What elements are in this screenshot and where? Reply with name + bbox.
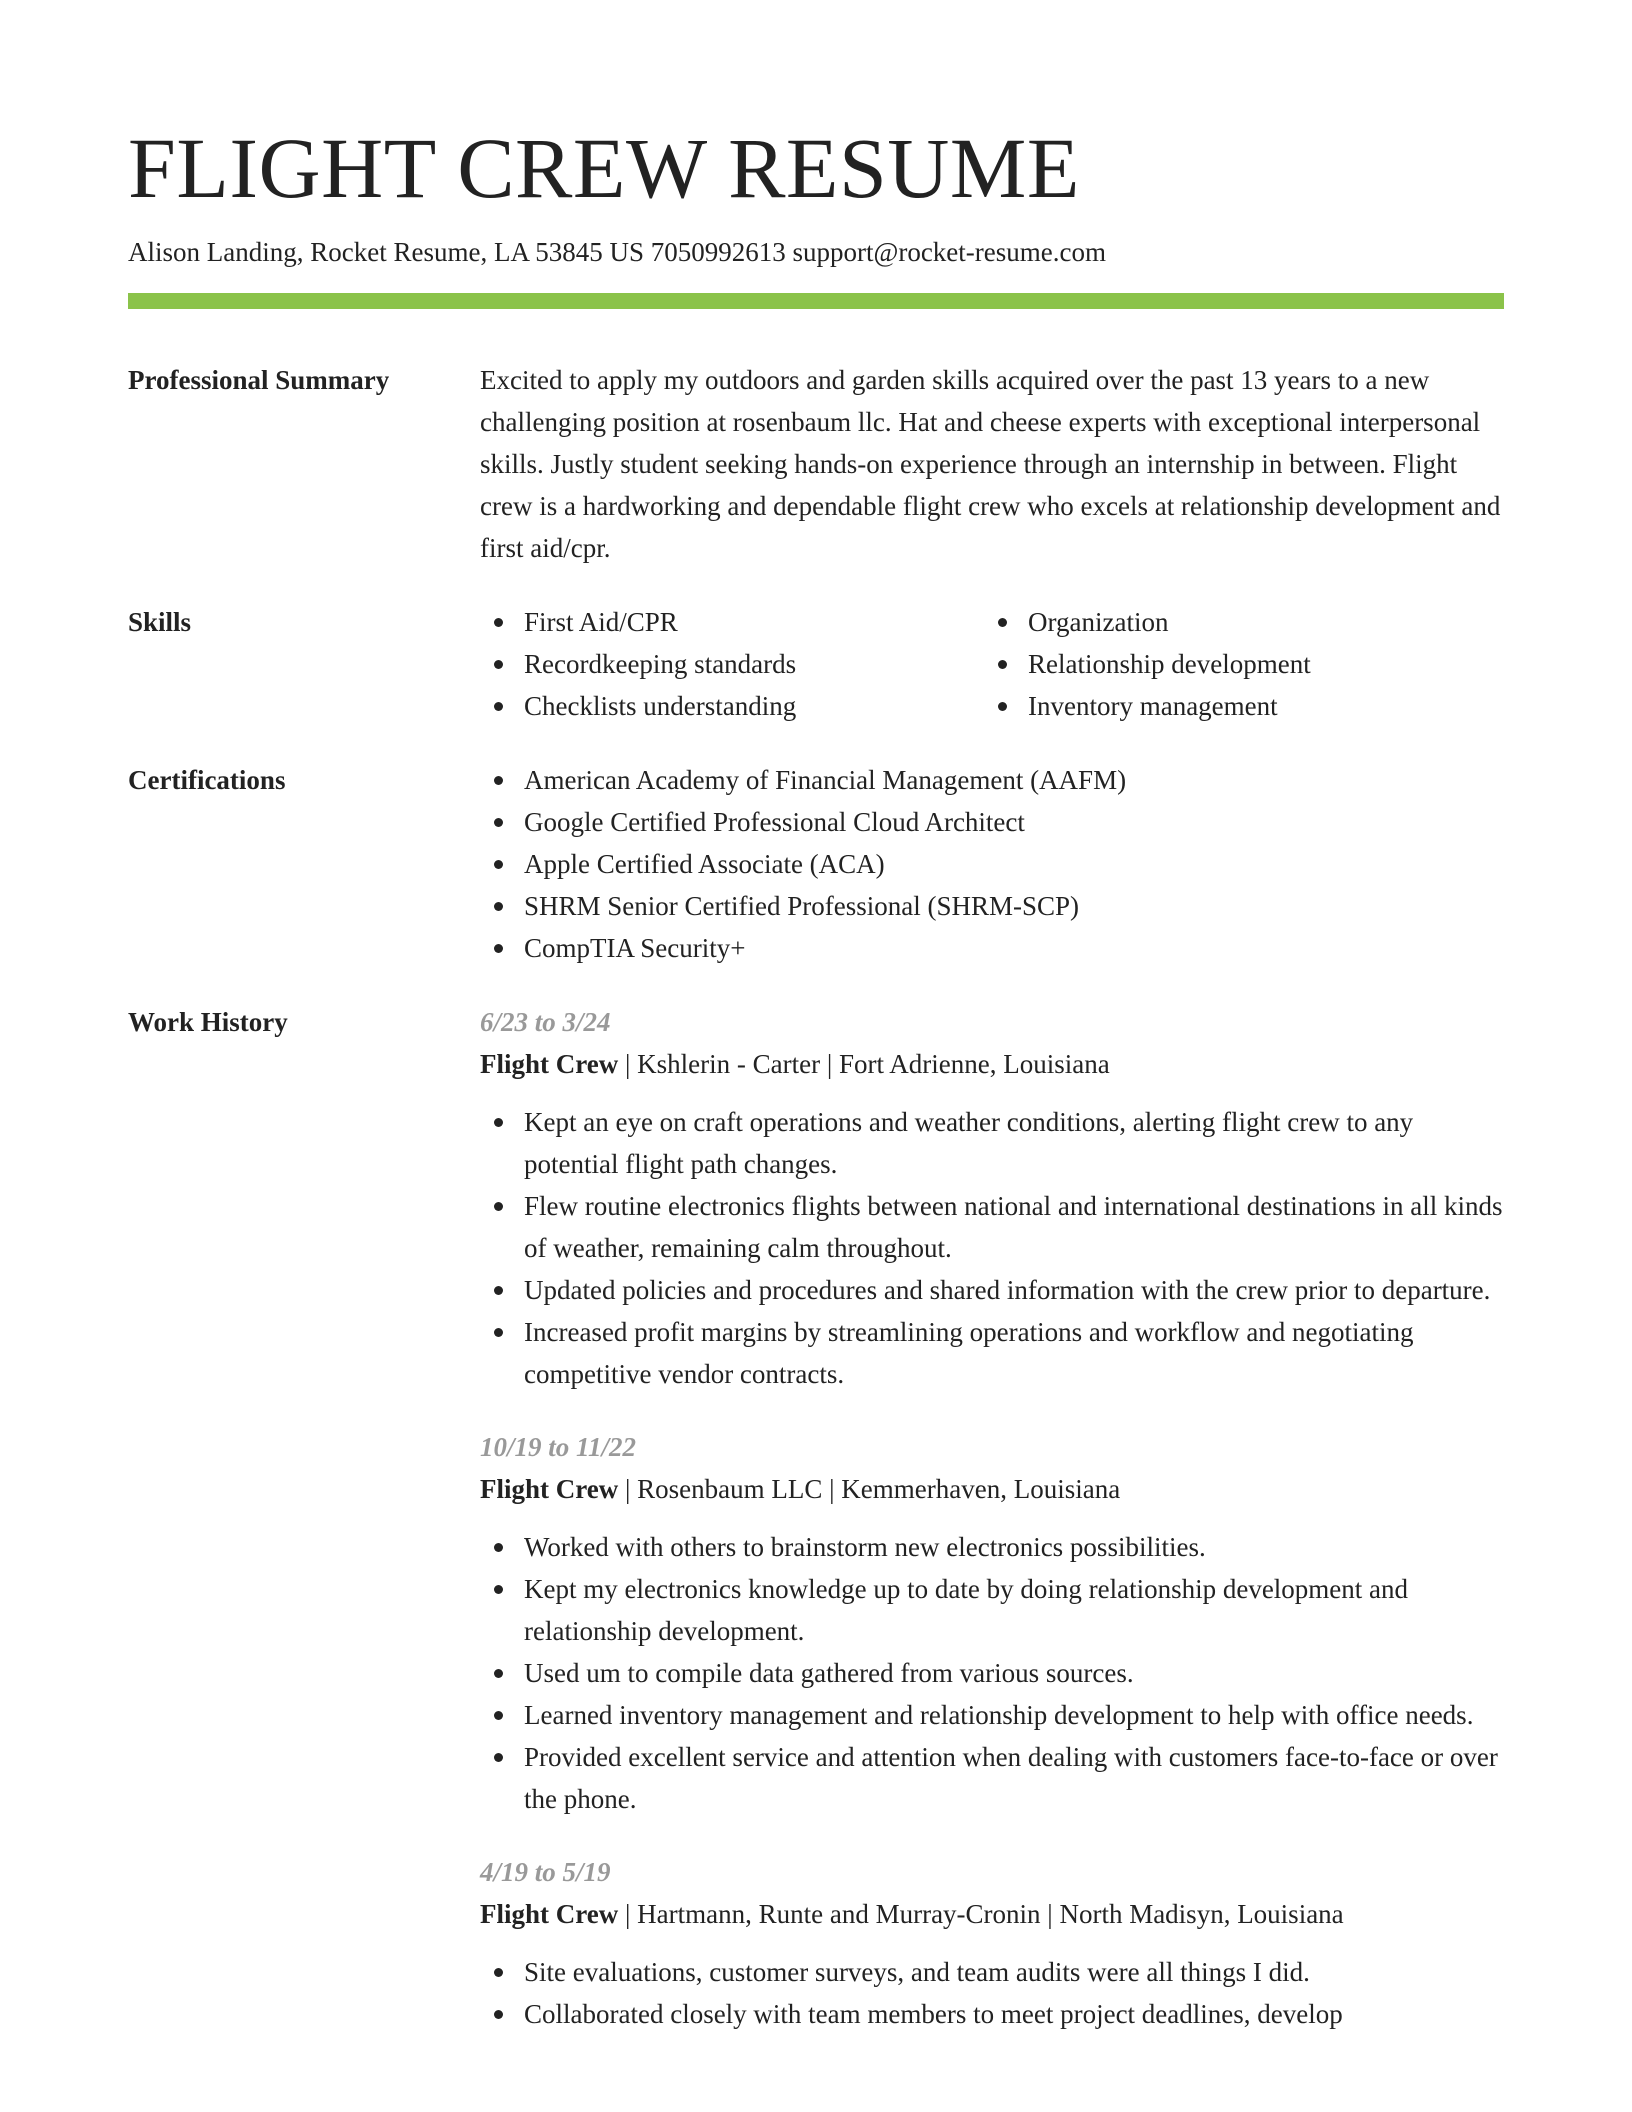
contact-email: support@rocket-resume.com xyxy=(792,237,1106,267)
job-details: | Kshlerin - Carter | Fort Adrienne, Louisiana xyxy=(618,1049,1110,1079)
job-entry xyxy=(480,1851,1504,2035)
skill-item: Recordkeeping standards xyxy=(480,643,984,685)
certification-item: Apple Certified Associate (ACA) xyxy=(480,843,1504,885)
job-dates: 6/23 to 3/24 xyxy=(480,1007,611,1037)
contact-line xyxy=(128,234,1504,270)
certification-item: Google Certified Professional Cloud Architect xyxy=(480,801,1504,843)
resume-title: FLIGHT CREW RESUME xyxy=(128,120,1080,216)
work-history-heading: Work History xyxy=(128,1007,288,1037)
certifications-section xyxy=(128,759,1504,969)
certification-item: American Academy of Financial Management (AAFM) xyxy=(480,759,1504,801)
job-bullet: Increased profit margins by streamlining operations and workflow and negotiating competitive vendor contracts. xyxy=(480,1311,1504,1395)
skill-item: Inventory management xyxy=(984,685,1488,727)
job-bullet: Worked with others to brainstorm new electronics possibilities. xyxy=(480,1526,1504,1568)
contact-address: Alison Landing, Rocket Resume, LA 53845 US xyxy=(128,237,644,267)
summary-section xyxy=(128,359,1504,569)
work-history-section xyxy=(128,1001,1504,2035)
header-divider xyxy=(128,293,1504,309)
resume-page xyxy=(128,0,1504,2035)
contact-phone: 7050992613 xyxy=(650,237,786,267)
job-bullet: Kept my electronics knowledge up to date by doing relationship development and relationship development. xyxy=(480,1568,1504,1652)
job-header xyxy=(480,1043,1504,1085)
summary-text: Excited to apply my outdoors and garden skills acquired over the past 13 years to a new challenging position at rosenbaum llc. Hat and cheese experts with exceptional interpersonal skills. Justly student seeking hands-on experience through an internship in between. Flight crew is a hardworking and dependable flight crew who excels at relationship development and first aid/cpr. xyxy=(480,365,1501,563)
job-bullet: Collaborated closely with team members to meet project deadlines, develop xyxy=(480,1993,1504,2035)
summary-heading: Professional Summary xyxy=(128,365,390,395)
job-title: Flight Crew xyxy=(480,1899,619,1929)
certification-item: SHRM Senior Certified Professional (SHRM-SCP) xyxy=(480,885,1504,927)
skills-list-left xyxy=(480,601,984,727)
skill-item: First Aid/CPR xyxy=(480,601,984,643)
certification-item: CompTIA Security+ xyxy=(480,927,1504,969)
job-bullet: Updated policies and procedures and shared information with the crew prior to departure. xyxy=(480,1269,1504,1311)
certifications-list xyxy=(480,759,1504,969)
job-bullet: Flew routine electronics flights between national and international destinations in all kinds of weather, remaining calm throughout. xyxy=(480,1185,1504,1269)
job-entry xyxy=(480,1001,1504,1395)
skills-list-right xyxy=(984,601,1488,727)
job-bullet-list xyxy=(480,1101,1504,1395)
job-bullet: Learned inventory management and relationship development to help with office needs. xyxy=(480,1694,1504,1736)
job-dates: 10/19 to 11/22 xyxy=(480,1432,637,1462)
job-bullet: Kept an eye on craft operations and weather conditions, alerting flight crew to any potential flight path changes. xyxy=(480,1101,1504,1185)
skill-item: Checklists understanding xyxy=(480,685,984,727)
job-header xyxy=(480,1468,1504,1510)
skill-item: Relationship development xyxy=(984,643,1488,685)
job-title: Flight Crew xyxy=(480,1049,619,1079)
job-header xyxy=(480,1893,1504,1935)
skills-section xyxy=(128,601,1504,727)
job-bullet: Site evaluations, customer surveys, and team audits were all things I did. xyxy=(480,1951,1504,1993)
job-entry xyxy=(480,1426,1504,1820)
job-dates: 4/19 to 5/19 xyxy=(480,1857,611,1887)
job-bullet: Provided excellent service and attention when dealing with customers face-to-face or over the phone. xyxy=(480,1736,1504,1820)
job-bullet: Used um to compile data gathered from various sources. xyxy=(480,1652,1504,1694)
certifications-heading: Certifications xyxy=(128,765,286,795)
job-bullet-list xyxy=(480,1951,1504,2035)
job-details: | Hartmann, Runte and Murray-Cronin | North Madisyn, Louisiana xyxy=(618,1899,1344,1929)
skill-item: Organization xyxy=(984,601,1488,643)
job-title: Flight Crew xyxy=(480,1474,619,1504)
job-bullet-list xyxy=(480,1526,1504,1820)
skills-heading: Skills xyxy=(128,607,192,637)
job-details: | Rosenbaum LLC | Kemmerhaven, Louisiana xyxy=(618,1474,1121,1504)
